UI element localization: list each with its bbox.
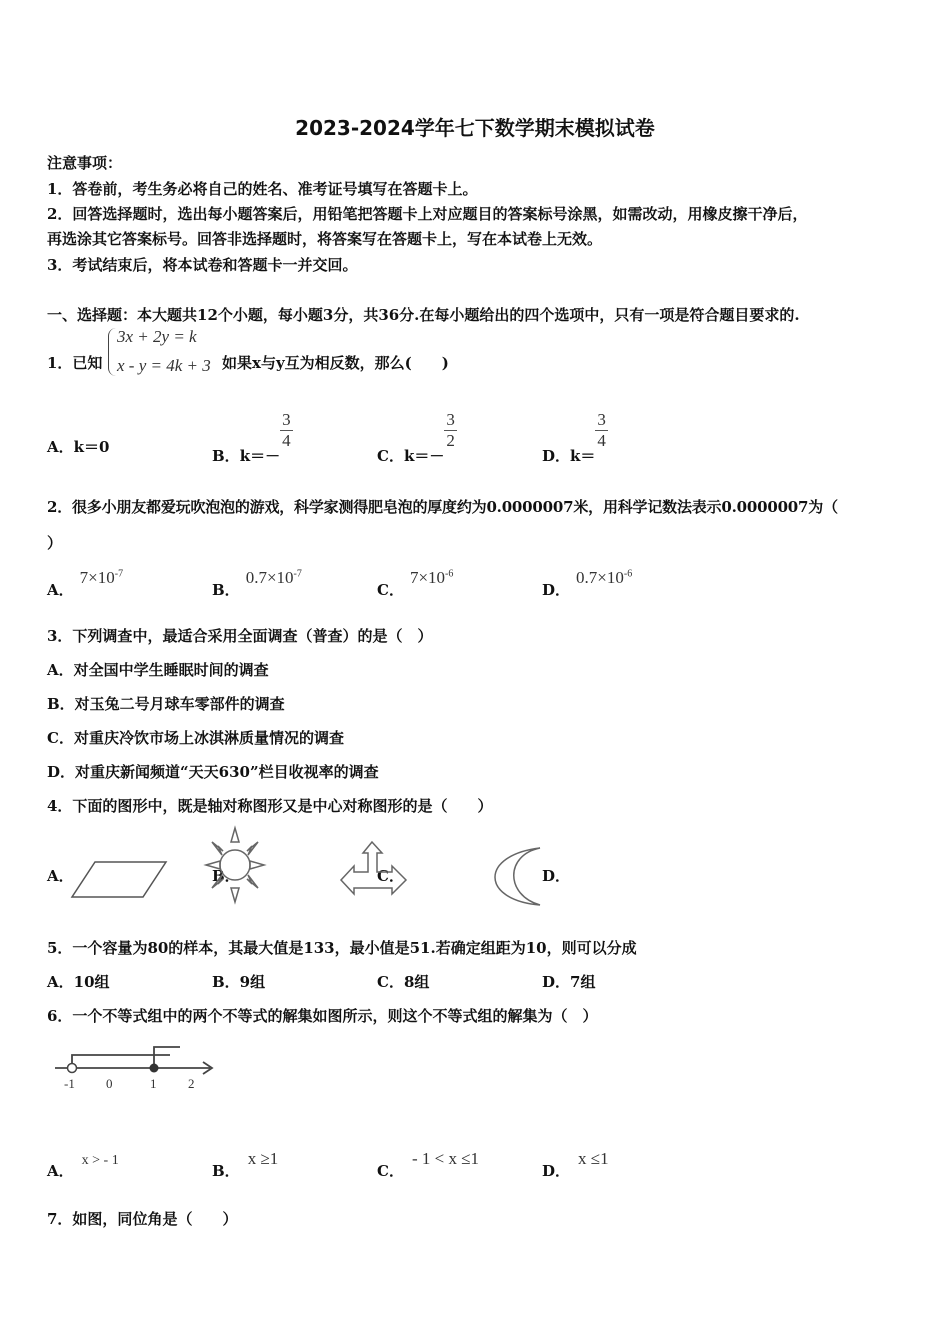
q2-stem: 2．很多小朋友都爱玩吹泡泡的游戏，科学家测得肥皂泡的厚度约为0.0000007米，用科学记数法表示0.0000007为（ (47, 498, 838, 516)
option-label: C． (377, 581, 404, 599)
q1-option-d[interactable] (542, 410, 608, 465)
option-exponent: -7 (293, 568, 302, 580)
q2-stem-end: ） (47, 534, 63, 552)
fraction (595, 410, 608, 451)
option-text: x > - 1 (81, 1153, 119, 1168)
q1-equation-2: x - y = 4k + 3 (117, 356, 211, 375)
sun-figure (206, 828, 264, 902)
option-base: 0.7×10 (245, 568, 294, 587)
page-title: 2023-2024学年七下数学期末模拟试卷 (295, 116, 655, 140)
q1-option-c[interactable] (377, 410, 457, 465)
option-exponent: -6 (445, 568, 454, 580)
q4-option-c[interactable]: C． (377, 867, 404, 885)
tick-label: 2 (188, 1076, 195, 1091)
q3-option-b[interactable]: B．对玉兔二号月球车零部件的调查 (47, 695, 285, 713)
denominator: 2 (446, 431, 455, 450)
numerator: 3 (282, 410, 291, 429)
q6-option-b[interactable] (212, 1149, 279, 1181)
q4-stem: 4．下面的图形中，既是轴对称图形又是中心对称图形的是（ ） (47, 797, 493, 815)
section-heading: 一、选择题：本大题共12个小题，每小题3分，共36分.在每小题给出的四个选项中，只有一项是符合题目要求的. (47, 306, 800, 324)
notice-item: 3．考试结束后，将本试卷和答题卡一并交回。 (47, 256, 358, 274)
q3-option-c[interactable]: C．对重庆冷饮市场上冰淇淋质量情况的调查 (47, 729, 344, 747)
option-label: A． (47, 438, 74, 456)
q5-stem: 5．一个容量为80的样本，其最大值是133，最小值是51.若确定组距为10，则可以分成 (47, 939, 637, 957)
q1-stem: 如果x与y互为相反数，那么( ) (222, 354, 449, 372)
q5-option-a[interactable]: A．10组 (47, 973, 110, 991)
denominator: 4 (282, 431, 291, 450)
option-label: A． (47, 1162, 74, 1180)
q4-figures (0, 820, 700, 910)
q4-option-d[interactable]: D． (542, 867, 571, 885)
option-label: D． (542, 1162, 571, 1180)
option-exponent: -6 (623, 568, 633, 580)
q5-option-d[interactable]: D．7组 (542, 973, 596, 991)
numerator: 3 (446, 410, 455, 429)
q1-equation-1: 3x + 2y = k (117, 327, 197, 346)
notice-heading: 注意事项： (47, 154, 123, 172)
option-text: k＝－ (403, 446, 445, 465)
q3-option-a[interactable]: A．对全国中学生睡眠时间的调查 (47, 661, 269, 679)
open-point (68, 1064, 77, 1073)
option-text: k＝0 (73, 438, 110, 456)
q3-stem: 3．下列调查中，最适合采用全面调查（普查）的是（ ） (47, 627, 433, 645)
denominator: 4 (597, 431, 606, 450)
option-exponent: -7 (114, 568, 124, 580)
q6-option-c[interactable] (377, 1149, 480, 1181)
option-label: D． (542, 581, 571, 599)
option-label: B． (212, 446, 240, 465)
tick-label: 1 (150, 1076, 157, 1091)
q5-option-c[interactable]: C．8组 (377, 973, 430, 991)
notice-item: 再选涂其它答案标号。回答非选择题时，将答案写在答题卡上，写在本试卷上无效。 (47, 230, 603, 248)
q6-option-d[interactable] (542, 1149, 609, 1181)
option-base: 7×10 (79, 568, 115, 587)
option-text: - 1 < x ≤1 (411, 1149, 480, 1168)
option-label: B． (212, 1162, 240, 1180)
option-label: B． (212, 581, 240, 599)
fraction (280, 410, 293, 451)
crescent-figure (495, 848, 540, 905)
option-text: x ≥1 (247, 1149, 279, 1168)
notice-item: 2．回答选择题时，选出每小题答案后，用铅笔把答题卡上对应题目的答案标号涂黑，如需改动，用橡皮擦干净后， (47, 205, 808, 223)
q6-option-a[interactable] (47, 1153, 119, 1181)
numerator: 3 (597, 410, 606, 429)
q7-stem: 7．如图，同位角是（ ） (47, 1210, 238, 1228)
option-base: 7×10 (409, 568, 446, 587)
equation-brace (108, 328, 117, 376)
notice-item: 1．答卷前，考生务必将自己的姓名、准考证号填写在答题卡上。 (47, 180, 478, 198)
q1-prefix: 1．已知 (47, 354, 103, 372)
option-label: C． (377, 1162, 404, 1180)
q1-option-b[interactable] (212, 410, 293, 465)
option-label: A． (47, 581, 74, 599)
option-label: D． (542, 446, 571, 465)
q3-option-d[interactable]: D．对重庆新闻频道“天天630”栏目收视率的调查 (47, 763, 379, 781)
three-way-arrow-figure (341, 842, 406, 894)
option-text: k＝－ (239, 446, 281, 465)
q6-stem: 6．一个不等式组中的两个不等式的解集如图所示，则这个不等式组的解集为（ ） (47, 1007, 598, 1025)
fraction (444, 410, 457, 451)
tick-label: -1 (64, 1076, 75, 1091)
option-text: k＝ (570, 446, 596, 465)
closed-point (150, 1064, 159, 1073)
q4-option-a[interactable]: A． (47, 867, 74, 885)
parallelogram-figure (72, 862, 166, 897)
q5-option-b[interactable]: B．9组 (212, 973, 266, 991)
option-label: C． (377, 446, 404, 465)
tick-label: 0 (106, 1076, 113, 1091)
q1-option-a[interactable] (47, 436, 109, 457)
number-line (50, 1040, 230, 1100)
option-base: 0.7×10 (576, 568, 624, 587)
option-text: x ≤1 (578, 1149, 609, 1168)
q4-option-b[interactable]: B． (212, 867, 240, 885)
